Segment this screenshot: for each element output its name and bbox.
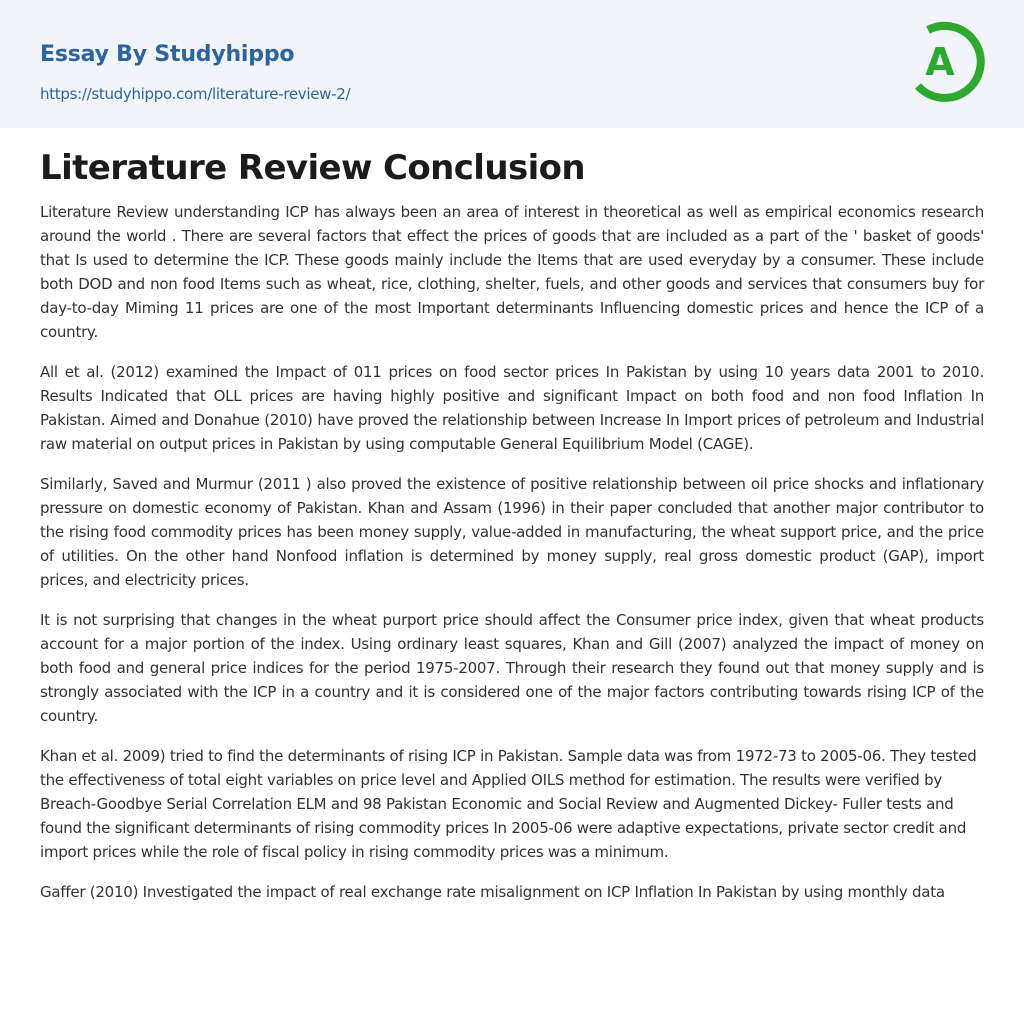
paragraph: Literature Review understanding ICP has always been an area of interest in theoretical as well as empirical economics research around the world . There are several factors that effect the prices of goods that are included as a part of the ' basket of goods' that Is used to determine the ICP. These goods mainly include the Items that are used everyday by a consumer. These include both DOD and non food Items such as wheat, rice, clothing, shelter, fuels, and other goods and services that consumers buy for day-to-day Miming 11 prices are one of the most Important determinants Influencing domestic prices and hence the ICP of a country. [40,203,984,341]
page-title: Literature Review Conclusion [40,148,586,188]
paragraph: It is not surprising that changes in the wheat purport price should affect the Consumer price index, given that wheat products account for a major portion of the index. Using ordinary least squares, Khan and Gill (2007) analyzed the impact of money on both food and general price indices for the period 1975-2007. Through their research they found out that money supply and is strongly associated with the ICP in a country and it is considered one of the major factors contributing towards rising ICP of the country. [40,611,984,725]
paragraph: All et al. (2012) examined the Impact of 011 prices on food sector prices In Pakistan by using 10 years data 2001 to 2010. Results Indicated that OLL prices are having highly positive and significant Impact on both food and non food Inflation In Pakistan. Aimed and Donahue (2010) have proved the relationship between Increase In Import prices of petroleum and Industrial raw material on output prices in Pakistan by using computable General Equilibrium Model (CAGE). [40,363,984,453]
article-body [40,200,984,920]
site-brand[interactable]: Essay By Studyhippo [40,42,295,67]
logo-letter: A [925,40,955,84]
paragraph: Gaffer (2010) Investigated the impact of real exchange rate misalignment on ICP Inflation In Pakistan by using monthly data [40,883,945,901]
essay-url-link[interactable]: https://studyhippo.com/literature-review-2/ [40,85,351,103]
paragraph: Similarly, Saved and Murmur (2011 ) also proved the existence of positive relationship between oil price shocks and inflationary pressure on domestic economy of Pakistan. Khan and Assam (1996) in their paper concluded that another major contributor to the rising food commodity prices has been money supply, value-added in manufacturing, the wheat support price, and the price of utilities. On the other hand Nonfood inflation is determined by money supply, real gross domestic product (GAP), import prices, and electricity prices. [40,475,984,589]
studyhippo-logo-icon[interactable] [912,18,988,108]
paragraph: Khan et al. 2009) tried to find the determinants of rising ICP in Pakistan. Sample data was from 1972-73 to 2005-06. They tested the effectiveness of total eight variables on price level and Applied OILS method for estimation. The results were verified by Breach-Goodbye Serial Correlation ELM and 98 Pakistan Economic and Social Review and Augmented Dickey- Fuller tests and found the significant determinants of rising commodity prices In 2005-06 were adaptive expectations, private sector credit and import prices while the role of fiscal policy in rising commodity prices was a minimum. [40,747,977,861]
